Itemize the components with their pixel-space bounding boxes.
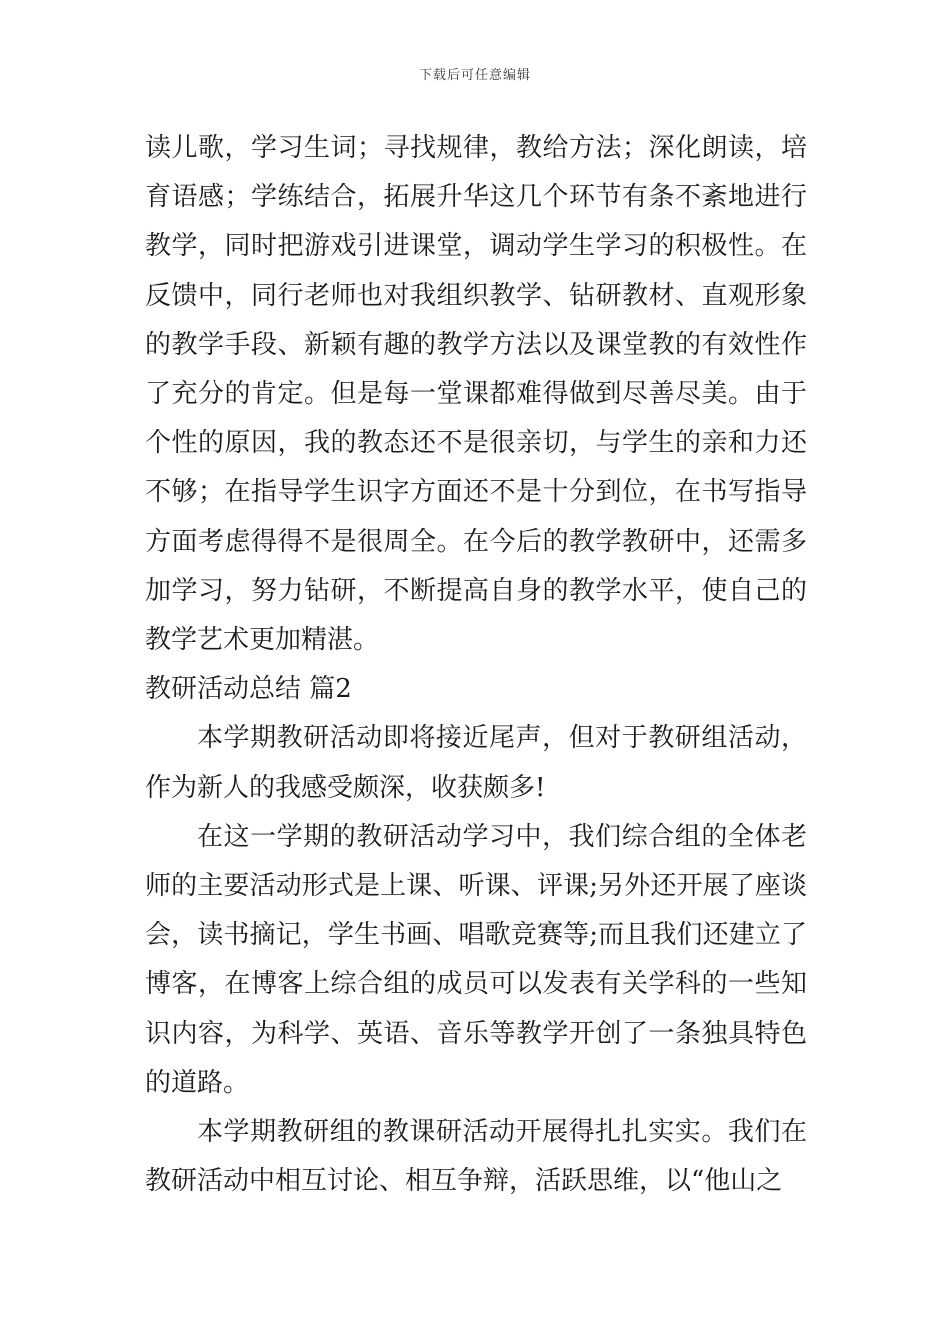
page-header-note: 下载后可任意编辑 [418,68,531,83]
section-heading: 教研活动总结 篇2 [145,674,352,705]
document-body [145,124,807,1206]
paragraph-research: 本学期教研组的教课研活动开展得扎扎实实。我们在教研活动中相互讨论、相互争辩，活跃思维，以“他山之 [145,1117,807,1197]
paragraph-activities: 在这一学期的教研活动学习中，我们综合组的全体老师的主要活动形式是上课、听课、评课;另外还开展了座谈会，读书摘记，学生书画、唱歌竞赛等;而且我们还建立了博客，在博客上综合组的成员可以发表有关学科的一些知识内容，为科学、英语、音乐等教学开创了一条独具特色的道路。 [145,821,807,1098]
paragraph-intro: 本学期教研活动即将接近尾声，但对于教研组活动，作为新人的我感受颇深，收获颇多! [145,723,807,803]
paragraph-continuation: 读儿歌，学习生词；寻找规律，教给方法；深化朗读，培育语感；学练结合，拓展升华这几个环节有条不紊地进行教学，同时把游戏引进课堂，调动学生学习的积极性。在反馈中，同行老师也对我组织教学、钻研教材、直观形象的教学手段、新颖有趣的教学方法以及课堂教的有效性作了充分的肯定。但是每一堂课都难得做到尽善尽美。由于个性的原因，我的教态还不是很亲切，与学生的亲和力还不够；在指导学生识字方面还不是十分到位，在书写指导方面考虑得得不是很周全。在今后的教学教研中，还需多加学习，努力钻研，不断提高自身的教学水平，使自己的教学艺术更加精湛。 [145,133,807,656]
